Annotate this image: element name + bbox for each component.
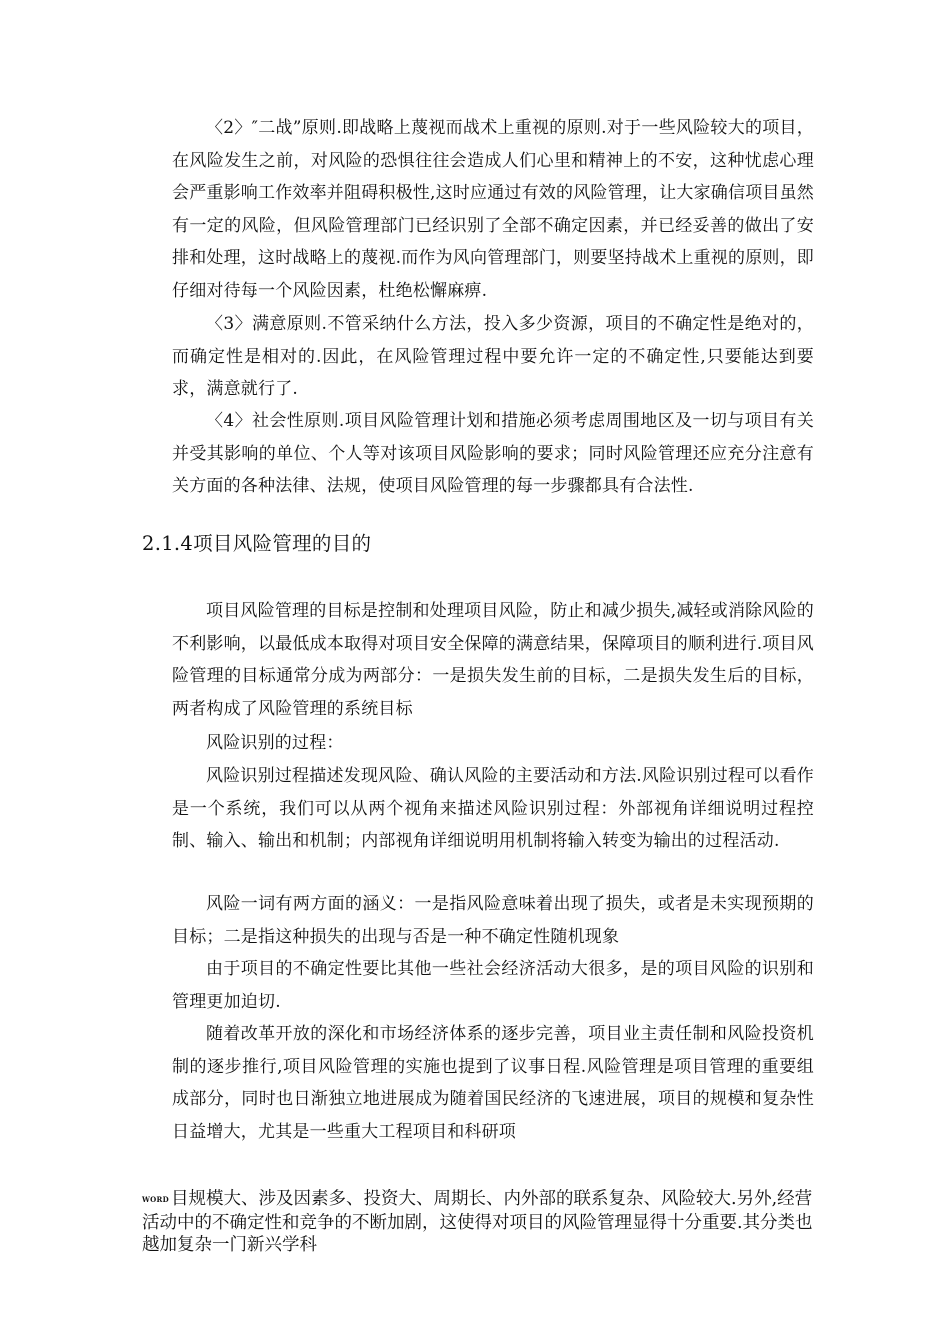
paragraph-principle-2: 〈2〉″二战”原则.即战略上蔑视而战术上重视的原则.对于一些风险较大的项目，在风险发生之前，对风险的恐惧往往会造成人们心里和精神上的不安，这种忧虑心理会严重影响工作效率并阻碍积极性,这时应通过有效的风险管理，让大家确信项目虽然有一定的风险，但风险管理部门已经识别了全部不确定因素，并已经妥善的做出了安排和处理，这时战略上的蔑视.而作为风向管理部门，则要坚持战术上重视的原则，即仔细对待每一个风险因素，杜绝松懈麻痹.: [172, 118, 815, 301]
paragraph-objective: 项目风险管理的目标是控制和处理项目风险，防止和减少损失,减轻或消除风险的不利影响，以最低成本取得对项目安全保障的满意结果，保障项目的顺利进行.项目风险管理的目标通常分成为两部分：一是损失发生前的目标，二是损失发生后的目标，两者构成了风险管理的系统目标: [172, 601, 815, 719]
paragraph-principle-3: 〈3〉满意原则.不管采纳什么方法，投入多少资源，项目的不确定性是绝对的，而确定性是相对的.因此，在风险管理过程中要允许一定的不确定性,只要能达到要求，满意就行了.: [172, 314, 814, 399]
paragraph-identification-title: 风险识别的过程：: [206, 733, 344, 753]
section-heading: 2.1.4项目风险管理的目的: [142, 532, 372, 555]
paragraph-uncertainty: 由于项目的不确定性要比其他一些社会经济活动大很多，是的项目风险的识别和管理更加迫切.: [172, 959, 814, 1012]
word-tag: WORD: [142, 1195, 170, 1204]
footer-continuation: [142, 1188, 822, 1257]
footer-text: 目规模大、涉及因素多、投资大、周期长、内外部的联系复杂、风险较大.另外,经营活动中的不确定性和竞争的不断加剧，这使得对项目的风险管理显得十分重要.其分类也越加复杂一门新兴学科: [142, 1189, 813, 1255]
paragraph-principle-4: 〈4〉社会性原则.项目风险管理计划和措施必须考虑周围地区及一切与项目有关并受其影响的单位、个人等对该项目风险影响的要求；同时风险管理还应充分注意有关方面的各种法律、法规，使项目风险管理的每一步骤都具有合法性.: [172, 411, 814, 496]
paragraph-risk-meaning: 风险一词有两方面的涵义：一是指风险意味着出现了损失，或者是未实现预期的目标；二是指这种损失的出现与否是一种不确定性随机现象: [172, 894, 814, 947]
paragraph-reform: 随着改革开放的深化和市场经济体系的逐步完善，项目业主责任制和风险投资机制的逐步推行,项目风险管理的实施也提到了议事日程.风险管理是项目管理的重要组成部分，同时也日渐独立地进展成为随着国民经济的飞速进展，项目的规模和复杂性日益增大，尤其是一些重大工程项目和科研项: [172, 1024, 814, 1142]
paragraph-identification-process: 风险识别过程描述发现风险、确认风险的主要活动和方法.风险识别过程可以看作是一个系统，我们可以从两个视角来描述风险识别过程：外部视角详细说明过程控制、输入、输出和机制；内部视角详细说明用机制将输入转变为输出的过程活动.: [172, 766, 814, 851]
